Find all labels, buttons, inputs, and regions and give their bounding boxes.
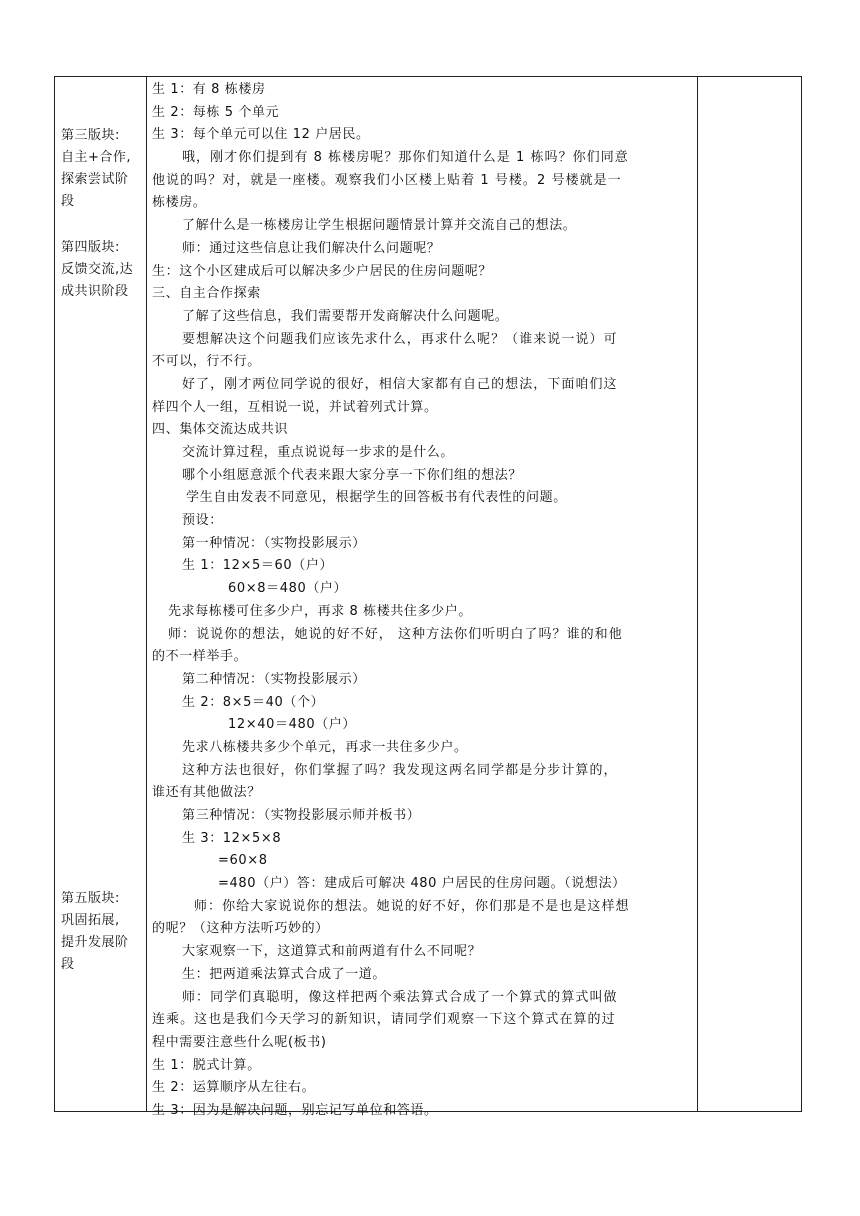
content-line: 师：你给大家说说你的想法。她说的好不好，你们那是不是也是这样想 — [194, 898, 630, 914]
stage-label-5 — [55, 888, 146, 976]
stage-label-4 — [55, 237, 146, 303]
content-line: 了解了这些信息，我们需要帮开发商解决什么问题呢。 — [182, 308, 509, 324]
content-line: 生 3：每个单元可以住 12 户居民。 — [152, 127, 370, 143]
stage-label-line: 段 — [61, 194, 75, 209]
content-line: 这种方法也很好，你们掌握了吗？我发现这两名同学都是分步计算的， — [182, 762, 618, 778]
content-line: 的不一样举手。 — [152, 649, 248, 665]
content-line: 生 2：运算顺序从左往右。 — [152, 1080, 316, 1096]
column-divider — [697, 77, 698, 1111]
content-line: 先求每栋楼可住多少户，再求 8 栋楼共住多少户。 — [168, 603, 472, 619]
content-line: 他说的吗？对，就是一座楼。观察我们小区楼上贴着 1 号楼。2 号楼就是一 — [152, 172, 622, 188]
content-line: 哦，刚才你们提到有 8 栋楼房呢？那你们知道什么是 1 栋吗？你们同意 — [182, 150, 629, 166]
stage-label-line: 反馈交流,达 — [61, 262, 134, 277]
content-line: 师：通过这些信息让我们解决什么问题呢？ — [182, 240, 441, 256]
content-line: 谁还有其他做法？ — [152, 785, 261, 801]
lesson-plan-table — [54, 76, 802, 1118]
stage-label-line: 巩固拓展, — [61, 913, 120, 928]
stage-label-line: 自主+合作, — [61, 150, 132, 165]
content-line: 生 1：有 8 栋楼房 — [152, 82, 266, 97]
content-line: 先求八栋楼共多少个单元，再求一共住多少户。 — [182, 739, 468, 755]
content-line: 生：把两道乘法算式合成了一道。 — [182, 966, 387, 982]
content-line: 生 2：8×5＝40（个） — [182, 694, 325, 710]
content-line: 师：同学们真聪明，像这样把两个乘法算式合成了一个算式的算式叫做 — [182, 989, 618, 1005]
lesson-content — [152, 79, 693, 1123]
content-line: 程中需要注意些什么呢(板书) — [152, 1034, 327, 1050]
content-line: 生：这个小区建成后可以解决多少户居民的住房问题呢？ — [152, 263, 493, 279]
stage-label-line: 段 — [61, 957, 75, 972]
content-line: 样四个人一组，互相说一说，并试着列式计算。 — [152, 399, 438, 415]
stage-label-line: 第三版块: — [61, 128, 120, 143]
content-line: 第一种情况：（实物投影展示） — [182, 535, 366, 551]
content-line: 生 1：12×5＝60（户） — [182, 558, 334, 574]
content-line: 预设： — [182, 513, 223, 529]
content-line: 生 1：脱式计算。 — [152, 1057, 261, 1073]
content-line: 四、集体交流达成共识 — [152, 422, 289, 438]
content-line: 了解什么是一栋楼房让学生根据问题情景计算并交流自己的想法。 — [182, 218, 577, 234]
content-line: 交流计算过程，重点说说每一步求的是什么。 — [182, 445, 455, 460]
content-line: 大家观察一下，这道算式和前两道有什么不同呢？ — [182, 944, 482, 960]
content-line: 三、自主合作探索 — [152, 286, 261, 302]
content-line: 生 2：每栋 5 个单元 — [152, 104, 280, 120]
content-line: =60×8 — [218, 853, 268, 869]
content-line: 12×40＝480（户） — [228, 717, 356, 733]
content-line: 师：说说你的想法，她说的好不好， 这种方法你们听明白了吗？谁的和他 — [168, 626, 623, 642]
content-line: 的呢？（这种方法听巧妙的） — [152, 921, 329, 937]
content-line: 好了，刚才两位同学说的很好，相信大家都有自己的想法，下面咱们这 — [182, 376, 618, 392]
stage-label-line: 提升发展阶 — [61, 935, 129, 950]
content-line: 第二种情况：（实物投影展示） — [182, 671, 366, 687]
content-line: 第三种情况：（实物投影展示师并板书） — [182, 808, 421, 823]
content-line: 60×8＝480（户） — [228, 581, 348, 597]
content-line: 连乘。这也是我们今天学习的新知识，请同学们观察一下这个算式在算的过 — [152, 1012, 616, 1028]
content-line: 学生自由发表不同意见，根据学生的回答板书有代表性的问题。 — [186, 490, 567, 506]
column-divider — [146, 77, 147, 1111]
content-line: 生 3：因为是解决问题，别忘记写单位和答语。 — [152, 1102, 438, 1118]
content-line: 生 3：12×5×8 — [182, 830, 282, 846]
content-line: 要想解决这个问题我们应该先求什么，再求什么呢？（谁来说一说）可 — [182, 331, 618, 347]
content-line: 不可以，行不行。 — [152, 354, 261, 370]
stage-label-line: 第五版块: — [61, 891, 120, 906]
content-line: 哪个小组愿意派个代表来跟大家分享一下你们组的想法？ — [182, 467, 523, 483]
stage-label-line: 第四版块: — [61, 240, 120, 255]
stage-label-3 — [55, 125, 146, 213]
stage-label-line: 成共识阶段 — [61, 284, 129, 299]
content-line: 栋楼房。 — [152, 195, 207, 211]
content-line: =480（户）答：建成后可解决 480 户居民的住房问题。（说想法） — [218, 876, 626, 892]
stage-label-line: 探索尝试阶 — [61, 172, 129, 187]
